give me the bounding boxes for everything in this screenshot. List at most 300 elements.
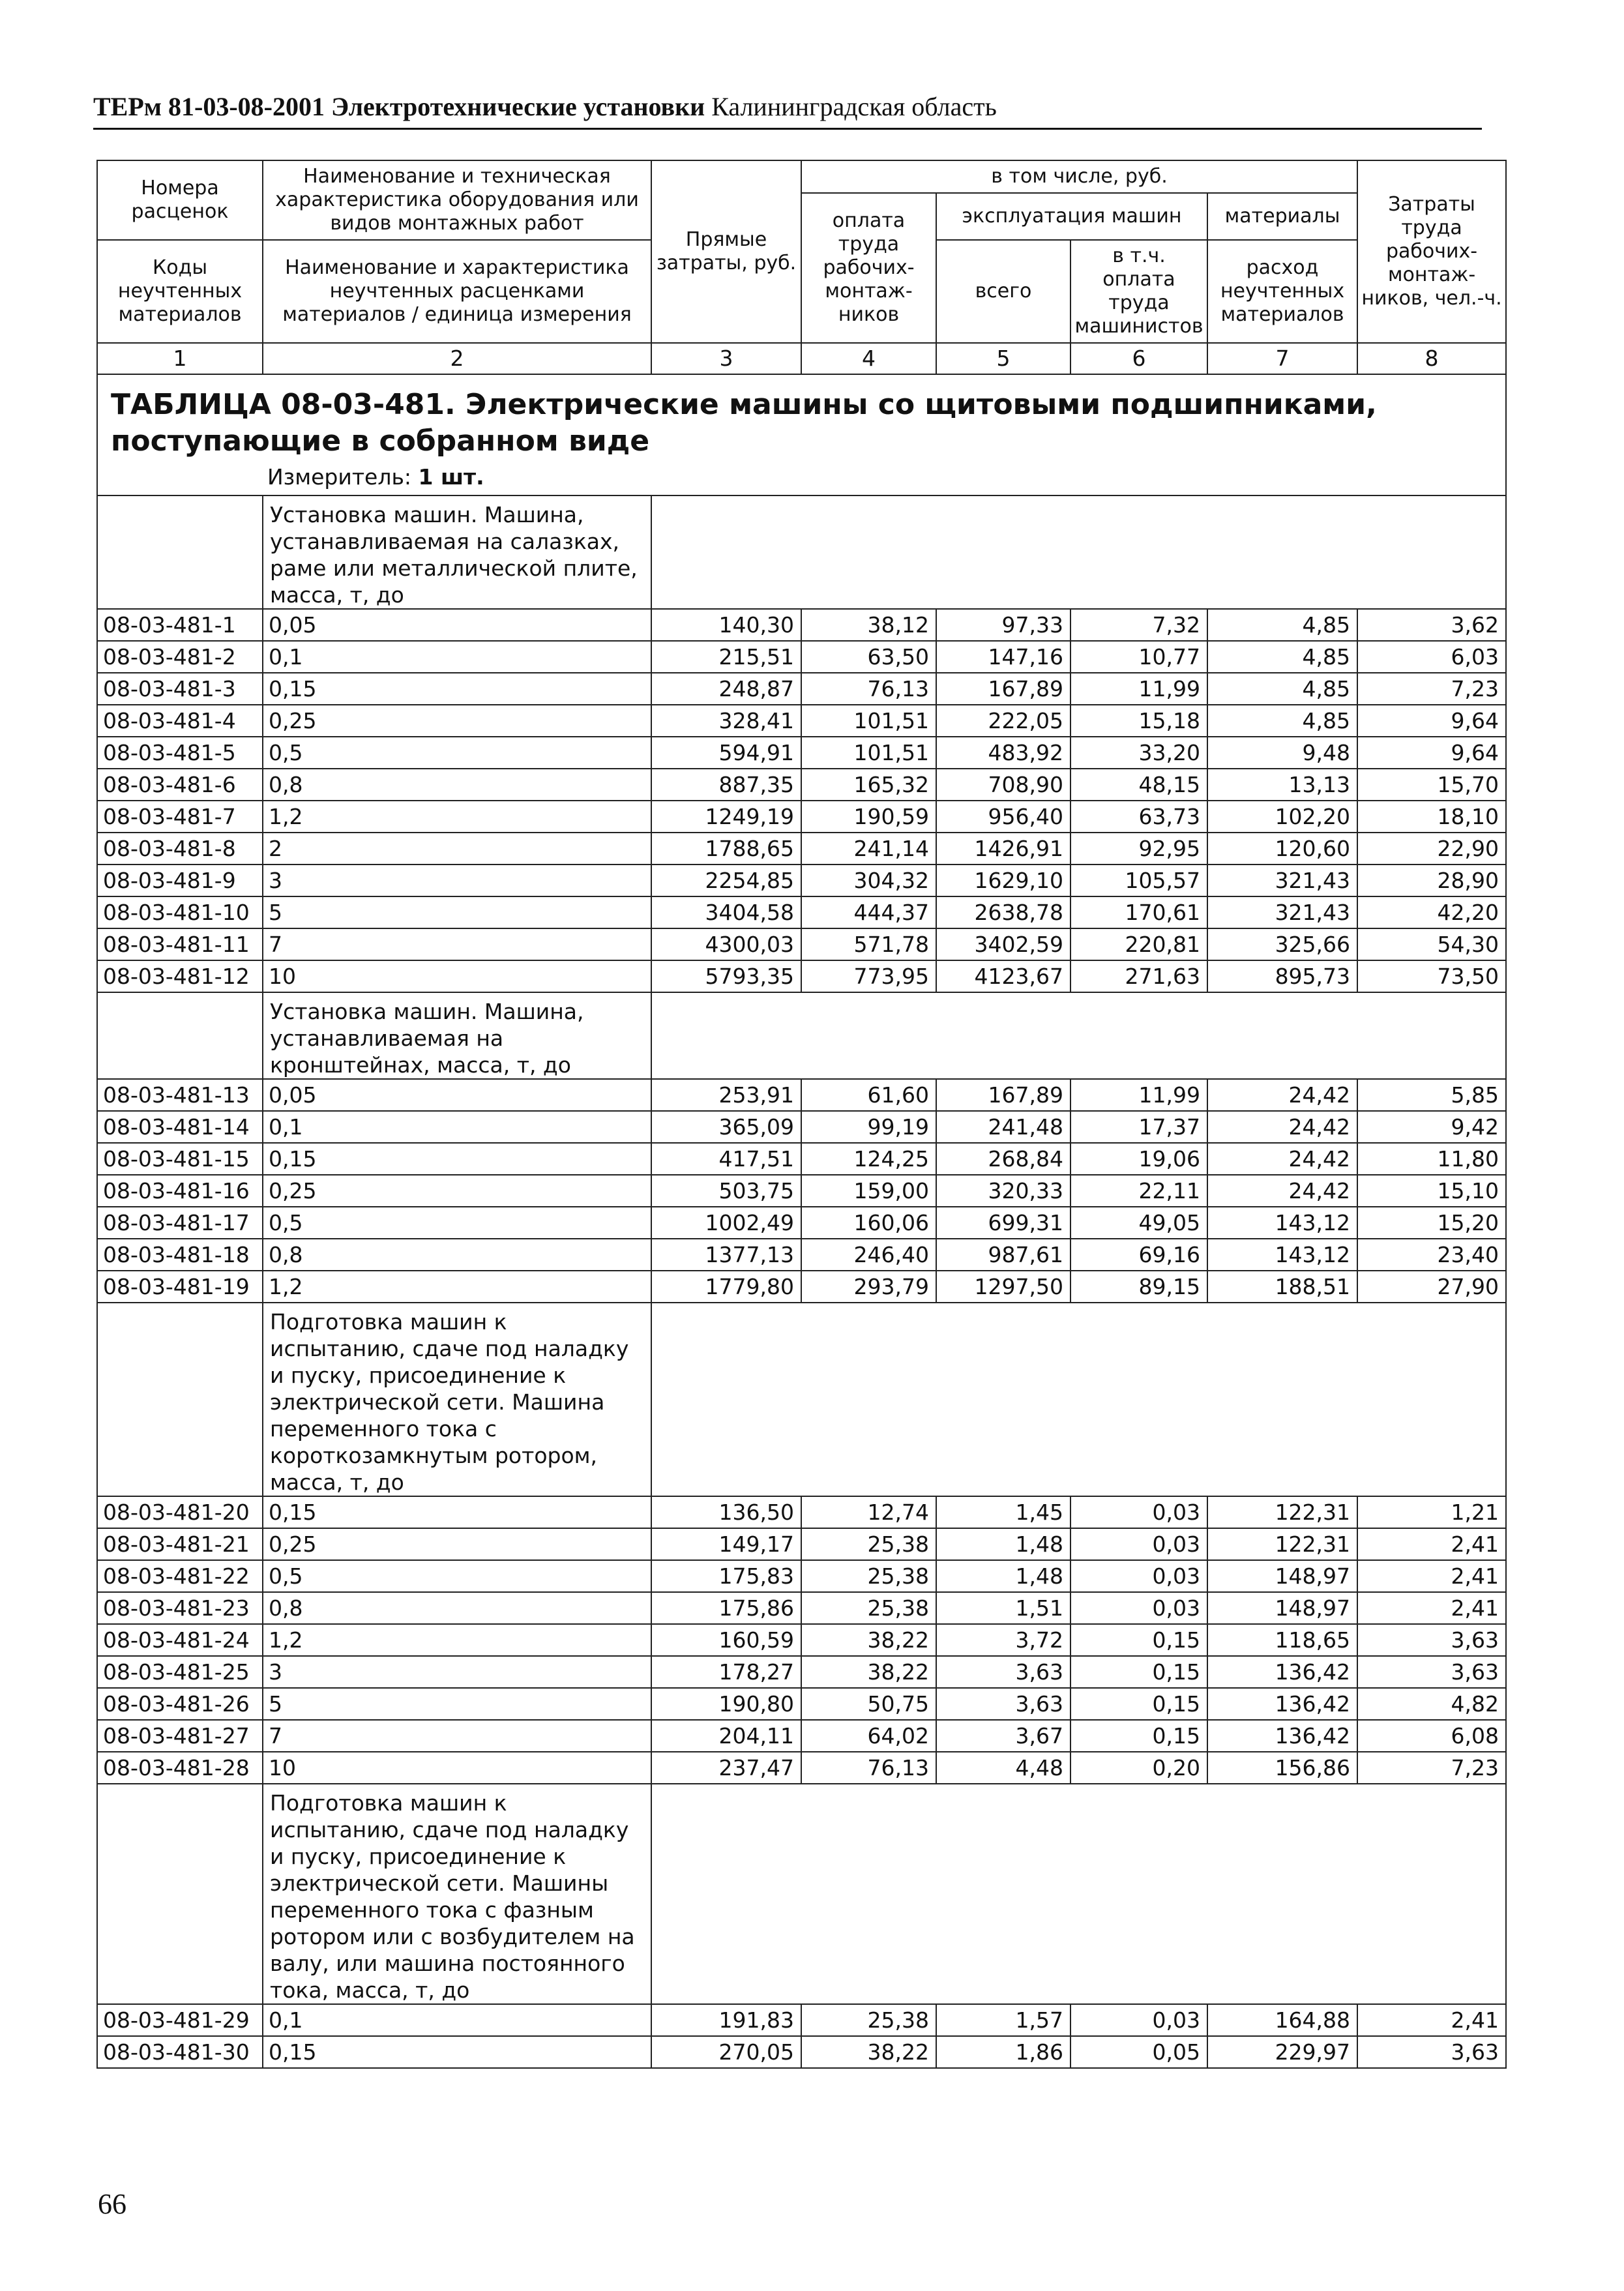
direct-costs-cell: 253,91 <box>651 1079 801 1111</box>
materials-cell: 188,51 <box>1207 1271 1357 1303</box>
labor-pay-cell: 773,95 <box>801 960 936 992</box>
direct-costs-cell: 270,05 <box>651 2036 801 2068</box>
rate-code-cell: 08-03-481-13 <box>97 1079 263 1111</box>
document-code: ТЕРм 81-03-08-2001 <box>93 92 325 121</box>
mass-cell: 0,25 <box>263 705 651 737</box>
table-row <box>97 737 1506 769</box>
labor-costs-cell: 22,90 <box>1357 833 1506 865</box>
measure-value: 1 шт. <box>418 464 484 490</box>
mass-cell: 0,5 <box>263 737 651 769</box>
rate-code-cell: 08-03-481-6 <box>97 769 263 801</box>
table-row <box>97 833 1506 865</box>
rate-code-cell: 08-03-481-20 <box>97 1496 263 1528</box>
materials-cell: 136,42 <box>1207 1688 1357 1720</box>
price-table <box>96 160 1507 2069</box>
mass-cell: 1,2 <box>263 1271 651 1303</box>
labor-costs-cell: 9,42 <box>1357 1111 1506 1143</box>
mass-cell: 0,1 <box>263 641 651 673</box>
materials-cell: 148,97 <box>1207 1592 1357 1624</box>
machines-total-cell: 4123,67 <box>936 960 1070 992</box>
machines-total-cell: 3,63 <box>936 1688 1070 1720</box>
page-number: 66 <box>98 2188 126 2220</box>
materials-cell: 102,20 <box>1207 801 1357 833</box>
materials-cell: 143,12 <box>1207 1207 1357 1239</box>
document-title: Электротехнические установки <box>331 92 705 121</box>
machines-total-cell: 1,51 <box>936 1592 1070 1624</box>
direct-costs-cell: 175,83 <box>651 1560 801 1592</box>
rate-code-cell: 08-03-481-30 <box>97 2036 263 2068</box>
header-machines: эксплуатация машин <box>936 193 1207 240</box>
table-row <box>97 673 1506 705</box>
machines-total-cell: 97,33 <box>936 609 1070 641</box>
header-materials: материалы <box>1207 193 1357 240</box>
mass-cell: 0,15 <box>263 1496 651 1528</box>
mass-cell: 2 <box>263 833 651 865</box>
labor-costs-cell: 4,82 <box>1357 1688 1506 1720</box>
direct-costs-cell: 136,50 <box>651 1496 801 1528</box>
header-machines-total: всего <box>936 240 1070 343</box>
machines-labor-cell: 69,16 <box>1070 1239 1207 1271</box>
materials-cell: 122,31 <box>1207 1496 1357 1528</box>
rate-code-cell: 08-03-481-16 <box>97 1175 263 1207</box>
machines-labor-cell: 105,57 <box>1070 865 1207 896</box>
rate-code-cell: 08-03-481-2 <box>97 641 263 673</box>
labor-costs-cell: 54,30 <box>1357 928 1506 960</box>
mass-cell: 0,25 <box>263 1528 651 1560</box>
machines-labor-cell: 11,99 <box>1070 673 1207 705</box>
section-description: Установка машин. Машина, устанавливаемая на салазках, раме или металлической плите, масса, т, до <box>263 495 651 609</box>
rate-code-cell: 08-03-481-29 <box>97 2004 263 2036</box>
machines-labor-cell: 0,15 <box>1070 1720 1207 1752</box>
labor-costs-cell: 15,10 <box>1357 1175 1506 1207</box>
machines-total-cell: 147,16 <box>936 641 1070 673</box>
header-labor-pay: оплата труда рабочих-монтаж-ников <box>801 193 936 343</box>
rate-code-cell: 08-03-481-17 <box>97 1207 263 1239</box>
labor-costs-cell: 73,50 <box>1357 960 1506 992</box>
direct-costs-cell: 1377,13 <box>651 1239 801 1271</box>
direct-costs-cell: 1779,80 <box>651 1271 801 1303</box>
rate-code-cell: 08-03-481-10 <box>97 896 263 928</box>
rate-code-cell: 08-03-481-24 <box>97 1624 263 1656</box>
materials-cell: 143,12 <box>1207 1239 1357 1271</box>
rate-code-cell: 08-03-481-1 <box>97 609 263 641</box>
labor-costs-cell: 7,23 <box>1357 1752 1506 1784</box>
table-row <box>97 1592 1506 1624</box>
mass-cell: 0,15 <box>263 2036 651 2068</box>
mass-cell: 0,15 <box>263 1143 651 1175</box>
section-description: Подготовка машин к испытанию, сдаче под наладку и пуску, присоединение к электрической сети. Машины переменного тока с фазным ротором или с возбудителем на валу, или машина постоянного тока, масса, т, до <box>263 1784 651 2004</box>
mass-cell: 0,8 <box>263 1239 651 1271</box>
labor-pay-cell: 571,78 <box>801 928 936 960</box>
table-row <box>97 2036 1506 2068</box>
labor-pay-cell: 99,19 <box>801 1111 936 1143</box>
section-description-row <box>97 1784 1506 2004</box>
labor-costs-cell: 27,90 <box>1357 1271 1506 1303</box>
machines-labor-cell: 0,15 <box>1070 1688 1207 1720</box>
section-empty-cell <box>651 1303 1506 1496</box>
materials-cell: 136,42 <box>1207 1720 1357 1752</box>
labor-costs-cell: 6,03 <box>1357 641 1506 673</box>
table-row <box>97 1560 1506 1592</box>
machines-labor-cell: 0,03 <box>1070 1592 1207 1624</box>
mass-cell: 0,8 <box>263 769 651 801</box>
direct-costs-cell: 140,30 <box>651 609 801 641</box>
rate-code-cell: 08-03-481-11 <box>97 928 263 960</box>
direct-costs-cell: 190,80 <box>651 1688 801 1720</box>
rate-code-cell: 08-03-481-18 <box>97 1239 263 1271</box>
materials-cell: 4,85 <box>1207 641 1357 673</box>
labor-pay-cell: 25,38 <box>801 1592 936 1624</box>
machines-total-cell: 167,89 <box>936 673 1070 705</box>
rate-code-cell: 08-03-481-5 <box>97 737 263 769</box>
table-body <box>97 374 1506 2068</box>
materials-cell: 24,42 <box>1207 1175 1357 1207</box>
machines-labor-cell: 89,15 <box>1070 1271 1207 1303</box>
direct-costs-cell: 248,87 <box>651 673 801 705</box>
machines-total-cell: 3,72 <box>936 1624 1070 1656</box>
table-header <box>97 160 1506 374</box>
rate-code-cell: 08-03-481-12 <box>97 960 263 992</box>
materials-cell: 148,97 <box>1207 1560 1357 1592</box>
materials-cell: 4,85 <box>1207 609 1357 641</box>
machines-labor-cell: 11,99 <box>1070 1079 1207 1111</box>
header-numbers: Номера расценок <box>97 160 263 240</box>
labor-pay-cell: 38,22 <box>801 1624 936 1656</box>
mass-cell: 7 <box>263 1720 651 1752</box>
table-row <box>97 1079 1506 1111</box>
machines-labor-cell: 0,03 <box>1070 1528 1207 1560</box>
header-direct-costs: Прямые затраты, руб. <box>651 160 801 343</box>
machines-labor-cell: 33,20 <box>1070 737 1207 769</box>
labor-pay-cell: 165,32 <box>801 769 936 801</box>
machines-total-cell: 320,33 <box>936 1175 1070 1207</box>
table-row <box>97 609 1506 641</box>
labor-pay-cell: 246,40 <box>801 1239 936 1271</box>
section-empty-cell <box>651 992 1506 1079</box>
section-empty-cell <box>97 1784 263 2004</box>
machines-total-cell: 3402,59 <box>936 928 1070 960</box>
machines-total-cell: 1426,91 <box>936 833 1070 865</box>
labor-costs-cell: 2,41 <box>1357 2004 1506 2036</box>
machines-total-cell: 241,48 <box>936 1111 1070 1143</box>
labor-costs-cell: 15,20 <box>1357 1207 1506 1239</box>
machines-total-cell: 3,63 <box>936 1656 1070 1688</box>
machines-total-cell: 268,84 <box>936 1143 1070 1175</box>
mass-cell: 3 <box>263 865 651 896</box>
machines-labor-cell: 170,61 <box>1070 896 1207 928</box>
machines-total-cell: 1629,10 <box>936 865 1070 896</box>
materials-cell: 9,48 <box>1207 737 1357 769</box>
direct-costs-cell: 2254,85 <box>651 865 801 896</box>
direct-costs-cell: 191,83 <box>651 2004 801 2036</box>
column-index: 7 <box>1207 343 1357 374</box>
machines-labor-cell: 7,32 <box>1070 609 1207 641</box>
machines-total-cell: 222,05 <box>936 705 1070 737</box>
labor-costs-cell: 3,63 <box>1357 2036 1506 2068</box>
mass-cell: 5 <box>263 896 651 928</box>
mass-cell: 0,1 <box>263 2004 651 2036</box>
direct-costs-cell: 175,86 <box>651 1592 801 1624</box>
direct-costs-cell: 4300,03 <box>651 928 801 960</box>
rate-code-cell: 08-03-481-9 <box>97 865 263 896</box>
rate-code-cell: 08-03-481-4 <box>97 705 263 737</box>
header-machines-labor: в т.ч. оплата труда машинистов <box>1070 240 1207 343</box>
table-row <box>97 2004 1506 2036</box>
materials-cell: 13,13 <box>1207 769 1357 801</box>
header-name-tech: Наименование и техническая характеристика оборудования или видов монтажных работ <box>263 160 651 240</box>
header-including: в том числе, руб. <box>801 160 1357 193</box>
labor-costs-cell: 28,90 <box>1357 865 1506 896</box>
mass-cell: 5 <box>263 1688 651 1720</box>
column-index: 4 <box>801 343 936 374</box>
machines-labor-cell: 48,15 <box>1070 769 1207 801</box>
machines-labor-cell: 271,63 <box>1070 960 1207 992</box>
table-row <box>97 1111 1506 1143</box>
direct-costs-cell: 1249,19 <box>651 801 801 833</box>
table-row <box>97 896 1506 928</box>
materials-cell: 118,65 <box>1207 1624 1357 1656</box>
labor-costs-cell: 9,64 <box>1357 737 1506 769</box>
direct-costs-cell: 594,91 <box>651 737 801 769</box>
machines-total-cell: 3,67 <box>936 1720 1070 1752</box>
direct-costs-cell: 365,09 <box>651 1111 801 1143</box>
direct-costs-cell: 1002,49 <box>651 1207 801 1239</box>
labor-pay-cell: 444,37 <box>801 896 936 928</box>
machines-labor-cell: 0,03 <box>1070 1496 1207 1528</box>
column-index: 6 <box>1070 343 1207 374</box>
machines-total-cell: 1,86 <box>936 2036 1070 2068</box>
mass-cell: 0,5 <box>263 1207 651 1239</box>
mass-cell: 0,15 <box>263 673 651 705</box>
materials-cell: 120,60 <box>1207 833 1357 865</box>
labor-pay-cell: 64,02 <box>801 1720 936 1752</box>
labor-pay-cell: 25,38 <box>801 1528 936 1560</box>
mass-cell: 1,2 <box>263 801 651 833</box>
materials-cell: 24,42 <box>1207 1111 1357 1143</box>
materials-cell: 4,85 <box>1207 705 1357 737</box>
labor-pay-cell: 101,51 <box>801 705 936 737</box>
materials-cell: 895,73 <box>1207 960 1357 992</box>
materials-cell: 24,42 <box>1207 1079 1357 1111</box>
header-name-materials: Наименование и характеристика неучтенных расценками материалов / единица измерения <box>263 240 651 343</box>
machines-total-cell: 699,31 <box>936 1207 1070 1239</box>
table-row <box>97 1143 1506 1175</box>
section-description-row <box>97 1303 1506 1496</box>
direct-costs-cell: 5793,35 <box>651 960 801 992</box>
table-row <box>97 1239 1506 1271</box>
labor-costs-cell: 15,70 <box>1357 769 1506 801</box>
mass-cell: 1,2 <box>263 1624 651 1656</box>
rate-code-cell: 08-03-481-25 <box>97 1656 263 1688</box>
column-index: 8 <box>1357 343 1506 374</box>
materials-cell: 122,31 <box>1207 1528 1357 1560</box>
direct-costs-cell: 149,17 <box>651 1528 801 1560</box>
mass-cell: 0,05 <box>263 1079 651 1111</box>
section-description: Установка машин. Машина, устанавливаемая на кронштейнах, масса, т, до <box>263 992 651 1079</box>
rate-code-cell: 08-03-481-21 <box>97 1528 263 1560</box>
machines-labor-cell: 0,03 <box>1070 1560 1207 1592</box>
machines-labor-cell: 0,03 <box>1070 2004 1207 2036</box>
direct-costs-cell: 328,41 <box>651 705 801 737</box>
rate-code-cell: 08-03-481-23 <box>97 1592 263 1624</box>
table-row <box>97 928 1506 960</box>
rate-code-cell: 08-03-481-8 <box>97 833 263 865</box>
mass-cell: 10 <box>263 1752 651 1784</box>
table-row <box>97 705 1506 737</box>
column-index: 2 <box>263 343 651 374</box>
labor-pay-cell: 76,13 <box>801 673 936 705</box>
table-row <box>97 1624 1506 1656</box>
machines-total-cell: 1,48 <box>936 1560 1070 1592</box>
table-row <box>97 1656 1506 1688</box>
labor-costs-cell: 2,41 <box>1357 1528 1506 1560</box>
labor-pay-cell: 304,32 <box>801 865 936 896</box>
measure-line <box>111 464 1498 491</box>
machines-labor-cell: 0,15 <box>1070 1656 1207 1688</box>
table-row <box>97 769 1506 801</box>
machines-labor-cell: 15,18 <box>1070 705 1207 737</box>
mass-cell: 0,1 <box>263 1111 651 1143</box>
labor-costs-cell: 3,62 <box>1357 609 1506 641</box>
materials-cell: 164,88 <box>1207 2004 1357 2036</box>
labor-pay-cell: 241,14 <box>801 833 936 865</box>
table-title: ТАБЛИЦА 08-03-481. Электрические машины со щитовыми подшипниками, поступающие в собранном виде <box>111 388 1377 458</box>
machines-labor-cell: 49,05 <box>1070 1207 1207 1239</box>
machines-labor-cell: 0,15 <box>1070 1624 1207 1656</box>
rate-code-cell: 08-03-481-3 <box>97 673 263 705</box>
machines-total-cell: 167,89 <box>936 1079 1070 1111</box>
machines-total-cell: 1,45 <box>936 1496 1070 1528</box>
labor-pay-cell: 76,13 <box>801 1752 936 1784</box>
table-row <box>97 865 1506 896</box>
labor-costs-cell: 18,10 <box>1357 801 1506 833</box>
table-row <box>97 1207 1506 1239</box>
machines-labor-cell: 10,77 <box>1070 641 1207 673</box>
section-empty-cell <box>97 495 263 609</box>
labor-costs-cell: 2,41 <box>1357 1560 1506 1592</box>
machines-labor-cell: 220,81 <box>1070 928 1207 960</box>
table-row <box>97 1688 1506 1720</box>
machines-total-cell: 483,92 <box>936 737 1070 769</box>
mass-cell: 0,5 <box>263 1560 651 1592</box>
table-row <box>97 1720 1506 1752</box>
labor-pay-cell: 124,25 <box>801 1143 936 1175</box>
table-row <box>97 641 1506 673</box>
mass-cell: 7 <box>263 928 651 960</box>
table-row <box>97 960 1506 992</box>
document-header <box>93 91 1482 130</box>
machines-labor-cell: 22,11 <box>1070 1175 1207 1207</box>
machines-total-cell: 708,90 <box>936 769 1070 801</box>
labor-pay-cell: 38,22 <box>801 2036 936 2068</box>
section-description-row <box>97 495 1506 609</box>
labor-pay-cell: 12,74 <box>801 1496 936 1528</box>
rate-code-cell: 08-03-481-7 <box>97 801 263 833</box>
machines-total-cell: 1,48 <box>936 1528 1070 1560</box>
materials-cell: 321,43 <box>1207 896 1357 928</box>
labor-pay-cell: 38,12 <box>801 609 936 641</box>
direct-costs-cell: 3404,58 <box>651 896 801 928</box>
section-description: Подготовка машин к испытанию, сдаче под наладку и пуску, присоединение к электрической сети. Машина переменного тока с короткозамкнутым ротором, масса, т, до <box>263 1303 651 1496</box>
labor-costs-cell: 7,23 <box>1357 673 1506 705</box>
direct-costs-cell: 215,51 <box>651 641 801 673</box>
labor-costs-cell: 3,63 <box>1357 1624 1506 1656</box>
direct-costs-cell: 204,11 <box>651 1720 801 1752</box>
machines-labor-cell: 19,06 <box>1070 1143 1207 1175</box>
machines-total-cell: 1297,50 <box>936 1271 1070 1303</box>
table-row <box>97 801 1506 833</box>
column-index: 3 <box>651 343 801 374</box>
machines-total-cell: 2638,78 <box>936 896 1070 928</box>
labor-pay-cell: 61,60 <box>801 1079 936 1111</box>
labor-pay-cell: 50,75 <box>801 1688 936 1720</box>
section-empty-cell <box>97 1303 263 1496</box>
labor-pay-cell: 38,22 <box>801 1656 936 1688</box>
machines-labor-cell: 17,37 <box>1070 1111 1207 1143</box>
rate-code-cell: 08-03-481-26 <box>97 1688 263 1720</box>
direct-costs-cell: 417,51 <box>651 1143 801 1175</box>
machines-labor-cell: 92,95 <box>1070 833 1207 865</box>
table-title-cell <box>97 374 1506 495</box>
mass-cell: 0,05 <box>263 609 651 641</box>
labor-pay-cell: 25,38 <box>801 1560 936 1592</box>
machines-total-cell: 987,61 <box>936 1239 1070 1271</box>
labor-costs-cell: 2,41 <box>1357 1592 1506 1624</box>
machines-labor-cell: 0,05 <box>1070 2036 1207 2068</box>
table-row <box>97 1175 1506 1207</box>
direct-costs-cell: 178,27 <box>651 1656 801 1688</box>
document-region: Калининградская область <box>711 92 997 121</box>
labor-pay-cell: 190,59 <box>801 801 936 833</box>
header-labor-costs: Затраты труда рабочих-монтаж-ников, чел.-ч. <box>1357 160 1506 343</box>
labor-costs-cell: 11,80 <box>1357 1143 1506 1175</box>
rate-code-cell: 08-03-481-15 <box>97 1143 263 1175</box>
rate-code-cell: 08-03-481-22 <box>97 1560 263 1592</box>
machines-labor-cell: 63,73 <box>1070 801 1207 833</box>
column-index: 5 <box>936 343 1070 374</box>
section-description-row <box>97 992 1506 1079</box>
materials-cell: 4,85 <box>1207 673 1357 705</box>
labor-pay-cell: 160,06 <box>801 1207 936 1239</box>
labor-costs-cell: 9,64 <box>1357 705 1506 737</box>
machines-total-cell: 4,48 <box>936 1752 1070 1784</box>
materials-cell: 136,42 <box>1207 1656 1357 1688</box>
direct-costs-cell: 160,59 <box>651 1624 801 1656</box>
section-empty-cell <box>651 1784 1506 2004</box>
direct-costs-cell: 1788,65 <box>651 833 801 865</box>
rate-code-cell: 08-03-481-27 <box>97 1720 263 1752</box>
labor-pay-cell: 25,38 <box>801 2004 936 2036</box>
header-codes: Коды неучтенных материалов <box>97 240 263 343</box>
table-row <box>97 1496 1506 1528</box>
labor-costs-cell: 42,20 <box>1357 896 1506 928</box>
rate-code-cell: 08-03-481-19 <box>97 1271 263 1303</box>
machines-labor-cell: 0,20 <box>1070 1752 1207 1784</box>
column-index: 1 <box>97 343 263 374</box>
direct-costs-cell: 237,47 <box>651 1752 801 1784</box>
materials-cell: 229,97 <box>1207 2036 1357 2068</box>
section-empty-cell <box>651 495 1506 609</box>
mass-cell: 10 <box>263 960 651 992</box>
labor-pay-cell: 63,50 <box>801 641 936 673</box>
direct-costs-cell: 503,75 <box>651 1175 801 1207</box>
mass-cell: 3 <box>263 1656 651 1688</box>
labor-pay-cell: 101,51 <box>801 737 936 769</box>
direct-costs-cell: 887,35 <box>651 769 801 801</box>
materials-cell: 321,43 <box>1207 865 1357 896</box>
labor-costs-cell: 5,85 <box>1357 1079 1506 1111</box>
table-row <box>97 1271 1506 1303</box>
